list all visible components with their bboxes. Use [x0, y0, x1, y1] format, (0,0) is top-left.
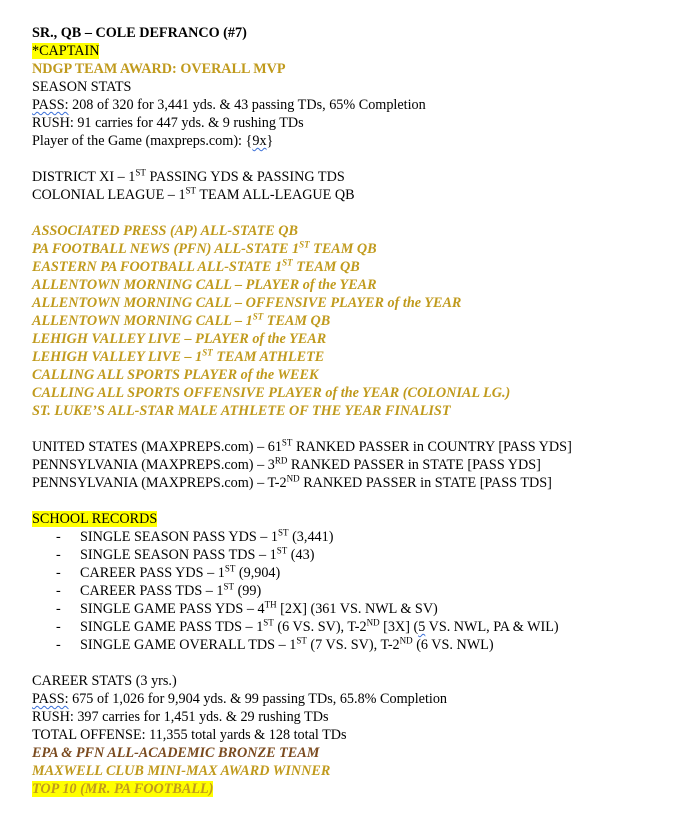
rankings-list: [32, 438, 672, 492]
records-list: [32, 528, 672, 654]
honor-post: TEAM ATHLETE: [212, 349, 325, 365]
record-text: SINGLE GAME OVERALL TDS – 1: [80, 637, 297, 653]
record-value: (6 VS. NWL): [412, 637, 494, 653]
honor-item: [32, 330, 672, 348]
record-sup: ND: [399, 635, 413, 646]
record-item: [32, 636, 672, 654]
record-value: (6 VS. SV), T-2: [273, 619, 367, 635]
honor-text: PA FOOTBALL NEWS (PFN) ALL-STATE 1: [32, 241, 300, 257]
colonial-sup: ST: [185, 185, 197, 196]
ranking-text: PENNSYLVANIA (MAXPREPS.com) – 3: [32, 457, 275, 473]
ranking-item: [32, 474, 672, 492]
record-item: [32, 618, 672, 636]
ranking-text: PENNSYLVANIA (MAXPREPS.com) – T-2: [32, 475, 287, 491]
honor-text: ALLENTOWN MORNING CALL – 1: [32, 313, 253, 329]
team-award: NDGP TEAM AWARD: OVERALL MVP: [32, 61, 286, 77]
career-rush-line: RUSH: 397 carries for 1,451 yds. & 29 rushing TDs: [32, 709, 329, 725]
ranking-sup: ND: [286, 473, 300, 484]
bullet-dash: -: [56, 565, 61, 581]
district-sup: ST: [135, 167, 146, 178]
record-item: [32, 528, 672, 546]
record-value: (99): [234, 583, 262, 599]
honor-sup: ST: [282, 257, 293, 268]
ranking-post: RANKED PASSER in COUNTRY [PASS YDS]: [292, 439, 572, 455]
record-sup: TH: [264, 599, 277, 610]
spacer: [32, 150, 672, 168]
colonial-pre: COLONIAL LEAGUE – 1: [32, 187, 186, 203]
player-of-game-line: [32, 132, 672, 150]
record-sup: ST: [296, 635, 307, 646]
record-value: (7 VS. SV), T-2: [306, 637, 400, 653]
document-body: [32, 24, 672, 798]
career-pass-line: [32, 690, 672, 708]
ranking-sup: RD: [274, 455, 288, 466]
spacer: [32, 420, 672, 438]
district-post: PASSING YDS & PASSING TDS: [145, 169, 345, 185]
bullet-dash: -: [56, 547, 61, 563]
career-pass-text: 675 of 1,026 for 9,904 yds. & 99 passing TDs, 65.8% Completion: [68, 691, 448, 707]
career-stats-heading: CAREER STATS (3 yrs.): [32, 673, 177, 689]
honor-text: LEHIGH VALLEY LIVE – 1: [32, 349, 203, 365]
honor-item: [32, 222, 672, 240]
bullet-dash: -: [56, 637, 61, 653]
honor-post: TEAM QB: [309, 241, 377, 257]
honor-item: [32, 366, 672, 384]
honor-text: CALLING ALL SPORTS PLAYER of the WEEK: [32, 367, 319, 383]
honor-item: [32, 348, 672, 366]
record-text: SINGLE GAME PASS YDS – 4: [80, 601, 265, 617]
record-item: [32, 546, 672, 564]
record-sup: ST: [224, 563, 236, 574]
honor-sup: ST: [299, 239, 310, 250]
honor-post: TEAM QB: [263, 313, 331, 329]
honor-item: [32, 258, 672, 276]
record-value: (9,904): [235, 565, 281, 581]
season-pass-line: [32, 96, 672, 114]
record-text: SINGLE SEASON PASS TDS – 1: [80, 547, 277, 563]
academic-award: EPA & PFN ALL-ACADEMIC BRONZE TEAM: [32, 745, 320, 761]
captain-label: *CAPTAIN: [32, 43, 100, 59]
honor-item: [32, 276, 672, 294]
record-text: SINGLE SEASON PASS YDS – 1: [80, 529, 279, 545]
honor-item: [32, 240, 672, 258]
top10-line: [32, 780, 672, 798]
colonial-league-line: [32, 186, 672, 204]
district-line: [32, 168, 672, 186]
record-sup: ST: [223, 581, 235, 592]
record-value: [3X] (: [379, 619, 419, 635]
record-value: 5: [418, 619, 426, 635]
record-sup: ST: [278, 527, 289, 538]
record-text: CAREER PASS YDS – 1: [80, 565, 225, 581]
pass-label: PASS:: [32, 97, 69, 113]
ranking-post: RANKED PASSER in STATE [PASS TDS]: [299, 475, 552, 491]
honor-item: [32, 312, 672, 330]
top10-award: TOP 10 (MR. PA FOOTBALL): [32, 781, 214, 797]
spacer: [32, 654, 672, 672]
potg-prefix: Player of the Game (maxpreps.com): {: [32, 133, 253, 149]
pass-text: 208 of 320 for 3,441 yds. & 43 passing TDs, 65% Completion: [68, 97, 426, 113]
career-pass-label: PASS:: [32, 691, 69, 707]
record-value: VS. NWL, PA & WIL): [425, 619, 559, 635]
honors-list: [32, 222, 672, 420]
bullet-dash: -: [56, 529, 61, 545]
honor-post: TEAM QB: [292, 259, 360, 275]
honor-sup: ST: [202, 347, 213, 358]
record-sup: ND: [366, 617, 380, 628]
record-value: [2X] (361 VS. NWL & SV): [276, 601, 438, 617]
honor-text: CALLING ALL SPORTS OFFENSIVE PLAYER of the YEAR (COLONIAL LG.): [32, 385, 511, 401]
honor-text: EASTERN PA FOOTBALL ALL-STATE 1: [32, 259, 283, 275]
ranking-sup: ST: [281, 437, 293, 448]
honor-text: ALLENTOWN MORNING CALL – PLAYER of the YEAR: [32, 277, 377, 293]
bullet-dash: -: [56, 619, 61, 635]
ranking-item: [32, 456, 672, 474]
honor-text: LEHIGH VALLEY LIVE – PLAYER of the YEAR: [32, 331, 327, 347]
honor-item: [32, 384, 672, 402]
bullet-dash: -: [56, 583, 61, 599]
record-item: [32, 600, 672, 618]
potg-count: 9x: [252, 133, 267, 149]
record-sup: ST: [263, 617, 274, 628]
record-sup: ST: [276, 545, 288, 556]
season-rush-line: RUSH: 91 carries for 447 yds. & 9 rushing TDs: [32, 115, 304, 131]
spacer: [32, 204, 672, 222]
potg-suffix: }: [266, 133, 274, 149]
ranking-text: UNITED STATES (MAXPREPS.com) – 61: [32, 439, 282, 455]
honor-item: [32, 294, 672, 312]
colonial-post: TEAM ALL-LEAGUE QB: [196, 187, 355, 203]
record-text: SINGLE GAME PASS TDS – 1: [80, 619, 264, 635]
record-value: (3,441): [288, 529, 334, 545]
honor-sup: ST: [252, 311, 264, 322]
total-offense-line: TOTAL OFFENSE: 11,355 total yards & 128 total TDs: [32, 727, 347, 743]
record-item: [32, 582, 672, 600]
ranking-item: [32, 438, 672, 456]
ranking-post: RANKED PASSER in STATE [PASS YDS]: [287, 457, 541, 473]
maxwell-award: MAXWELL CLUB MINI-MAX AWARD WINNER: [32, 763, 331, 779]
school-records-heading-line: [32, 510, 672, 528]
district-pre: DISTRICT XI – 1: [32, 169, 136, 185]
season-stats-heading: SEASON STATS: [32, 79, 132, 95]
record-item: [32, 564, 672, 582]
captain-line: [32, 42, 672, 60]
bullet-dash: -: [56, 601, 61, 617]
record-value: (43): [287, 547, 315, 563]
school-records-heading: SCHOOL RECORDS: [32, 511, 158, 527]
player-title: SR., QB – COLE DEFRANCO (#7): [32, 25, 247, 41]
spacer: [32, 492, 672, 510]
honor-text: ASSOCIATED PRESS (AP) ALL-STATE QB: [32, 223, 298, 239]
honor-text: ALLENTOWN MORNING CALL – OFFENSIVE PLAYER of the YEAR: [32, 295, 462, 311]
honor-text: ST. LUKE’S ALL-STAR MALE ATHLETE OF THE YEAR FINALIST: [32, 403, 451, 419]
record-text: CAREER PASS TDS – 1: [80, 583, 224, 599]
honor-item: [32, 402, 672, 420]
